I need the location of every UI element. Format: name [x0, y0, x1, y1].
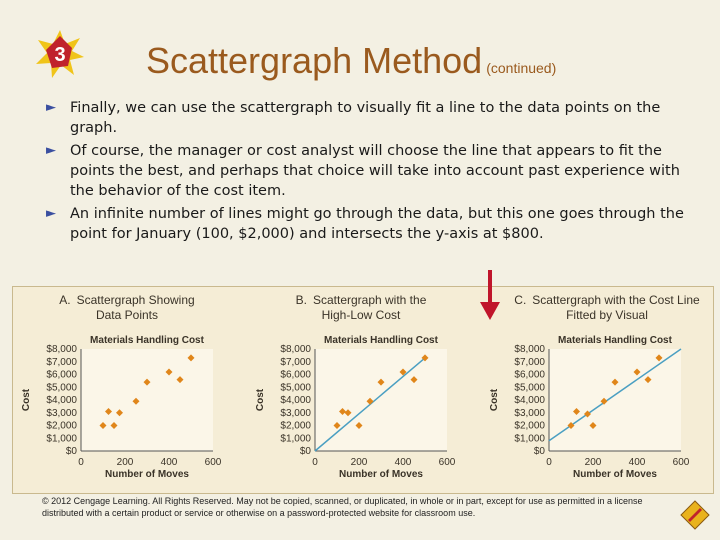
x-tick-label: 200: [584, 457, 602, 468]
y-tick-label: $0: [533, 446, 545, 457]
y-tick-label: $0: [65, 446, 77, 457]
y-tick-label: $4,000: [514, 395, 545, 406]
x-tick-label: 400: [394, 457, 412, 468]
y-tick-label: $8,000: [514, 344, 545, 355]
bullet-arrow-icon: ►: [46, 143, 56, 158]
panel-label: A. Scattergraph Showing Data Points: [59, 293, 195, 322]
x-tick-label: 400: [160, 457, 178, 468]
y-tick-label: $3,000: [46, 407, 77, 419]
x-axis-label: Number of Moves: [573, 469, 657, 480]
y-tick-label: $4,000: [280, 395, 311, 406]
y-tick-label: $2,000: [46, 420, 77, 432]
y-tick-label: $1,000: [280, 433, 311, 445]
y-tick-label: $4,000: [46, 395, 77, 406]
panel-b: [251, 287, 483, 493]
y-axis-label: Cost: [21, 388, 32, 412]
y-tick-label: $3,000: [280, 407, 311, 419]
bullet-arrow-icon: ►: [46, 100, 56, 115]
bullet-item: [46, 141, 686, 201]
x-tick-label: 600: [438, 457, 456, 468]
y-tick-label: $8,000: [280, 344, 311, 355]
y-tick-label: $5,000: [514, 382, 545, 394]
y-tick-label: $7,000: [46, 356, 77, 368]
x-tick-label: 0: [78, 457, 84, 468]
y-tick-label: $5,000: [46, 382, 77, 394]
starburst-icon: [36, 30, 84, 78]
y-tick-label: $8,000: [46, 344, 77, 355]
title-main: Scattergraph Method: [146, 40, 483, 81]
pointer-arrow-icon: [478, 270, 502, 322]
y-tick-label: $5,000: [280, 382, 311, 394]
plot-area: [315, 349, 447, 451]
y-tick-label: $6,000: [46, 369, 77, 381]
y-tick-label: $3,000: [514, 407, 545, 419]
slide-number: 3: [54, 44, 66, 66]
y-tick-label: $7,000: [280, 356, 311, 368]
bullet-text: Of course, the manager or cost analyst will choose the line that appears to fit the points the best, and perhaps that choice will take into account past experience with the behavior of the cost item.: [70, 143, 680, 199]
x-tick-label: 200: [116, 457, 134, 468]
chart-title: Materials Handling Cost: [558, 335, 672, 346]
y-tick-label: $0: [299, 446, 311, 457]
title-suffix: (continued): [486, 60, 557, 76]
bullet-list: [46, 98, 686, 247]
y-tick-label: $2,000: [514, 420, 545, 432]
x-tick-label: 600: [672, 457, 690, 468]
bullet-arrow-icon: ►: [46, 206, 56, 221]
y-tick-label: $1,000: [46, 433, 77, 445]
bullet-text: Finally, we can use the scattergraph to visually fit a line to the data points on the graph.: [70, 100, 661, 136]
chart-title: Materials Handling Cost: [90, 335, 204, 346]
y-tick-label: $6,000: [280, 369, 311, 381]
x-axis-label: Number of Moves: [339, 469, 423, 480]
chart-title: Materials Handling Cost: [324, 335, 438, 346]
y-axis-label: Cost: [255, 388, 266, 412]
x-axis-label: Number of Moves: [105, 469, 189, 480]
x-tick-label: 200: [350, 457, 368, 468]
plot-area: [81, 349, 213, 451]
bullet-item: [46, 204, 686, 244]
y-tick-label: $2,000: [280, 420, 311, 432]
panel-a: [17, 287, 249, 493]
x-tick-label: 0: [312, 457, 318, 468]
y-axis-label: Cost: [489, 388, 500, 412]
x-tick-label: 600: [204, 457, 222, 468]
page-title: [146, 40, 556, 82]
x-tick-label: 0: [546, 457, 552, 468]
bullet-item: [46, 98, 686, 138]
plot-area: [549, 349, 681, 451]
y-tick-label: $6,000: [514, 369, 545, 381]
panel-label: C. Scattergraph with the Cost Line Fitted by Visual: [514, 293, 700, 322]
y-tick-label: $1,000: [514, 433, 545, 445]
panel-c: [485, 287, 717, 493]
copyright-notice: © 2012 Cengage Learning. All Rights Reserved. May not be copied, scanned, or duplicated, in whole or in part, except for use as permitted in a license distributed with a certain product or service or otherwise on a password-protected website for classroom use.: [42, 496, 643, 518]
x-tick-label: 400: [628, 457, 646, 468]
corner-logo-icon: [680, 500, 710, 530]
scattergraph-figure: [12, 286, 714, 494]
slide-number-badge: [36, 30, 84, 78]
bullet-text: An infinite number of lines might go through the data, but this one goes through the point for January (100, $2,000) and intersects the y-axis at $800.: [70, 206, 684, 242]
y-tick-label: $7,000: [514, 356, 545, 368]
panel-label: B. Scattergraph with the High-Low Cost: [295, 293, 427, 322]
